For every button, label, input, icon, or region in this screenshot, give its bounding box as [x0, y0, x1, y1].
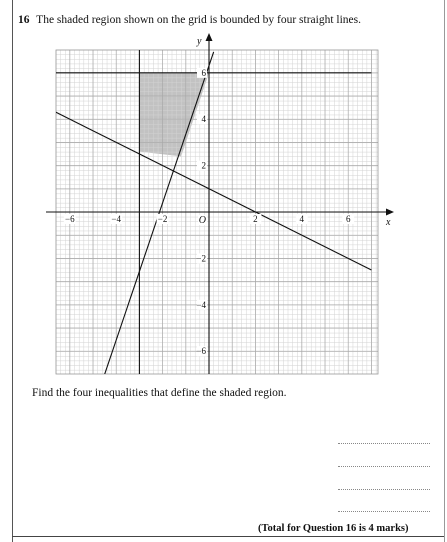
question-number: 16 [18, 14, 30, 26]
y-axis-label: y [197, 36, 202, 47]
answer-line-3[interactable] [338, 489, 430, 490]
x-tick-label: −6 [65, 214, 75, 224]
answer-line-4[interactable] [338, 511, 430, 512]
bottom-rule [12, 536, 444, 537]
y-tick-label: 4 [201, 114, 206, 125]
y-tick-label: 6 [201, 67, 206, 78]
x-tick-label: −2 [157, 214, 168, 224]
x-tick-label: 4 [299, 214, 305, 224]
question-text: The shaded region shown on the grid is bounded by four straight lines. [36, 14, 361, 26]
question-prompt: Find the four inequalities that define the shaded region. [32, 387, 287, 399]
y-axis-arrow [206, 33, 213, 41]
x-tick-label: −4 [111, 214, 121, 224]
total-marks: (Total for Question 16 is 4 marks) [258, 523, 409, 534]
x-axis-label: x [386, 217, 391, 228]
x-tick-label: 6 [345, 214, 351, 224]
origin-label: O [198, 215, 206, 226]
y-tick-label: 2 [201, 160, 206, 171]
x-tick-label: 2 [253, 214, 258, 224]
y-tick-label: −6 [196, 346, 206, 357]
y-tick-label: −2 [196, 253, 206, 264]
answer-line-2[interactable] [338, 466, 430, 467]
y-tick-label: −4 [196, 299, 206, 310]
x-axis-arrow [386, 209, 394, 216]
answer-line-1[interactable] [338, 443, 430, 444]
